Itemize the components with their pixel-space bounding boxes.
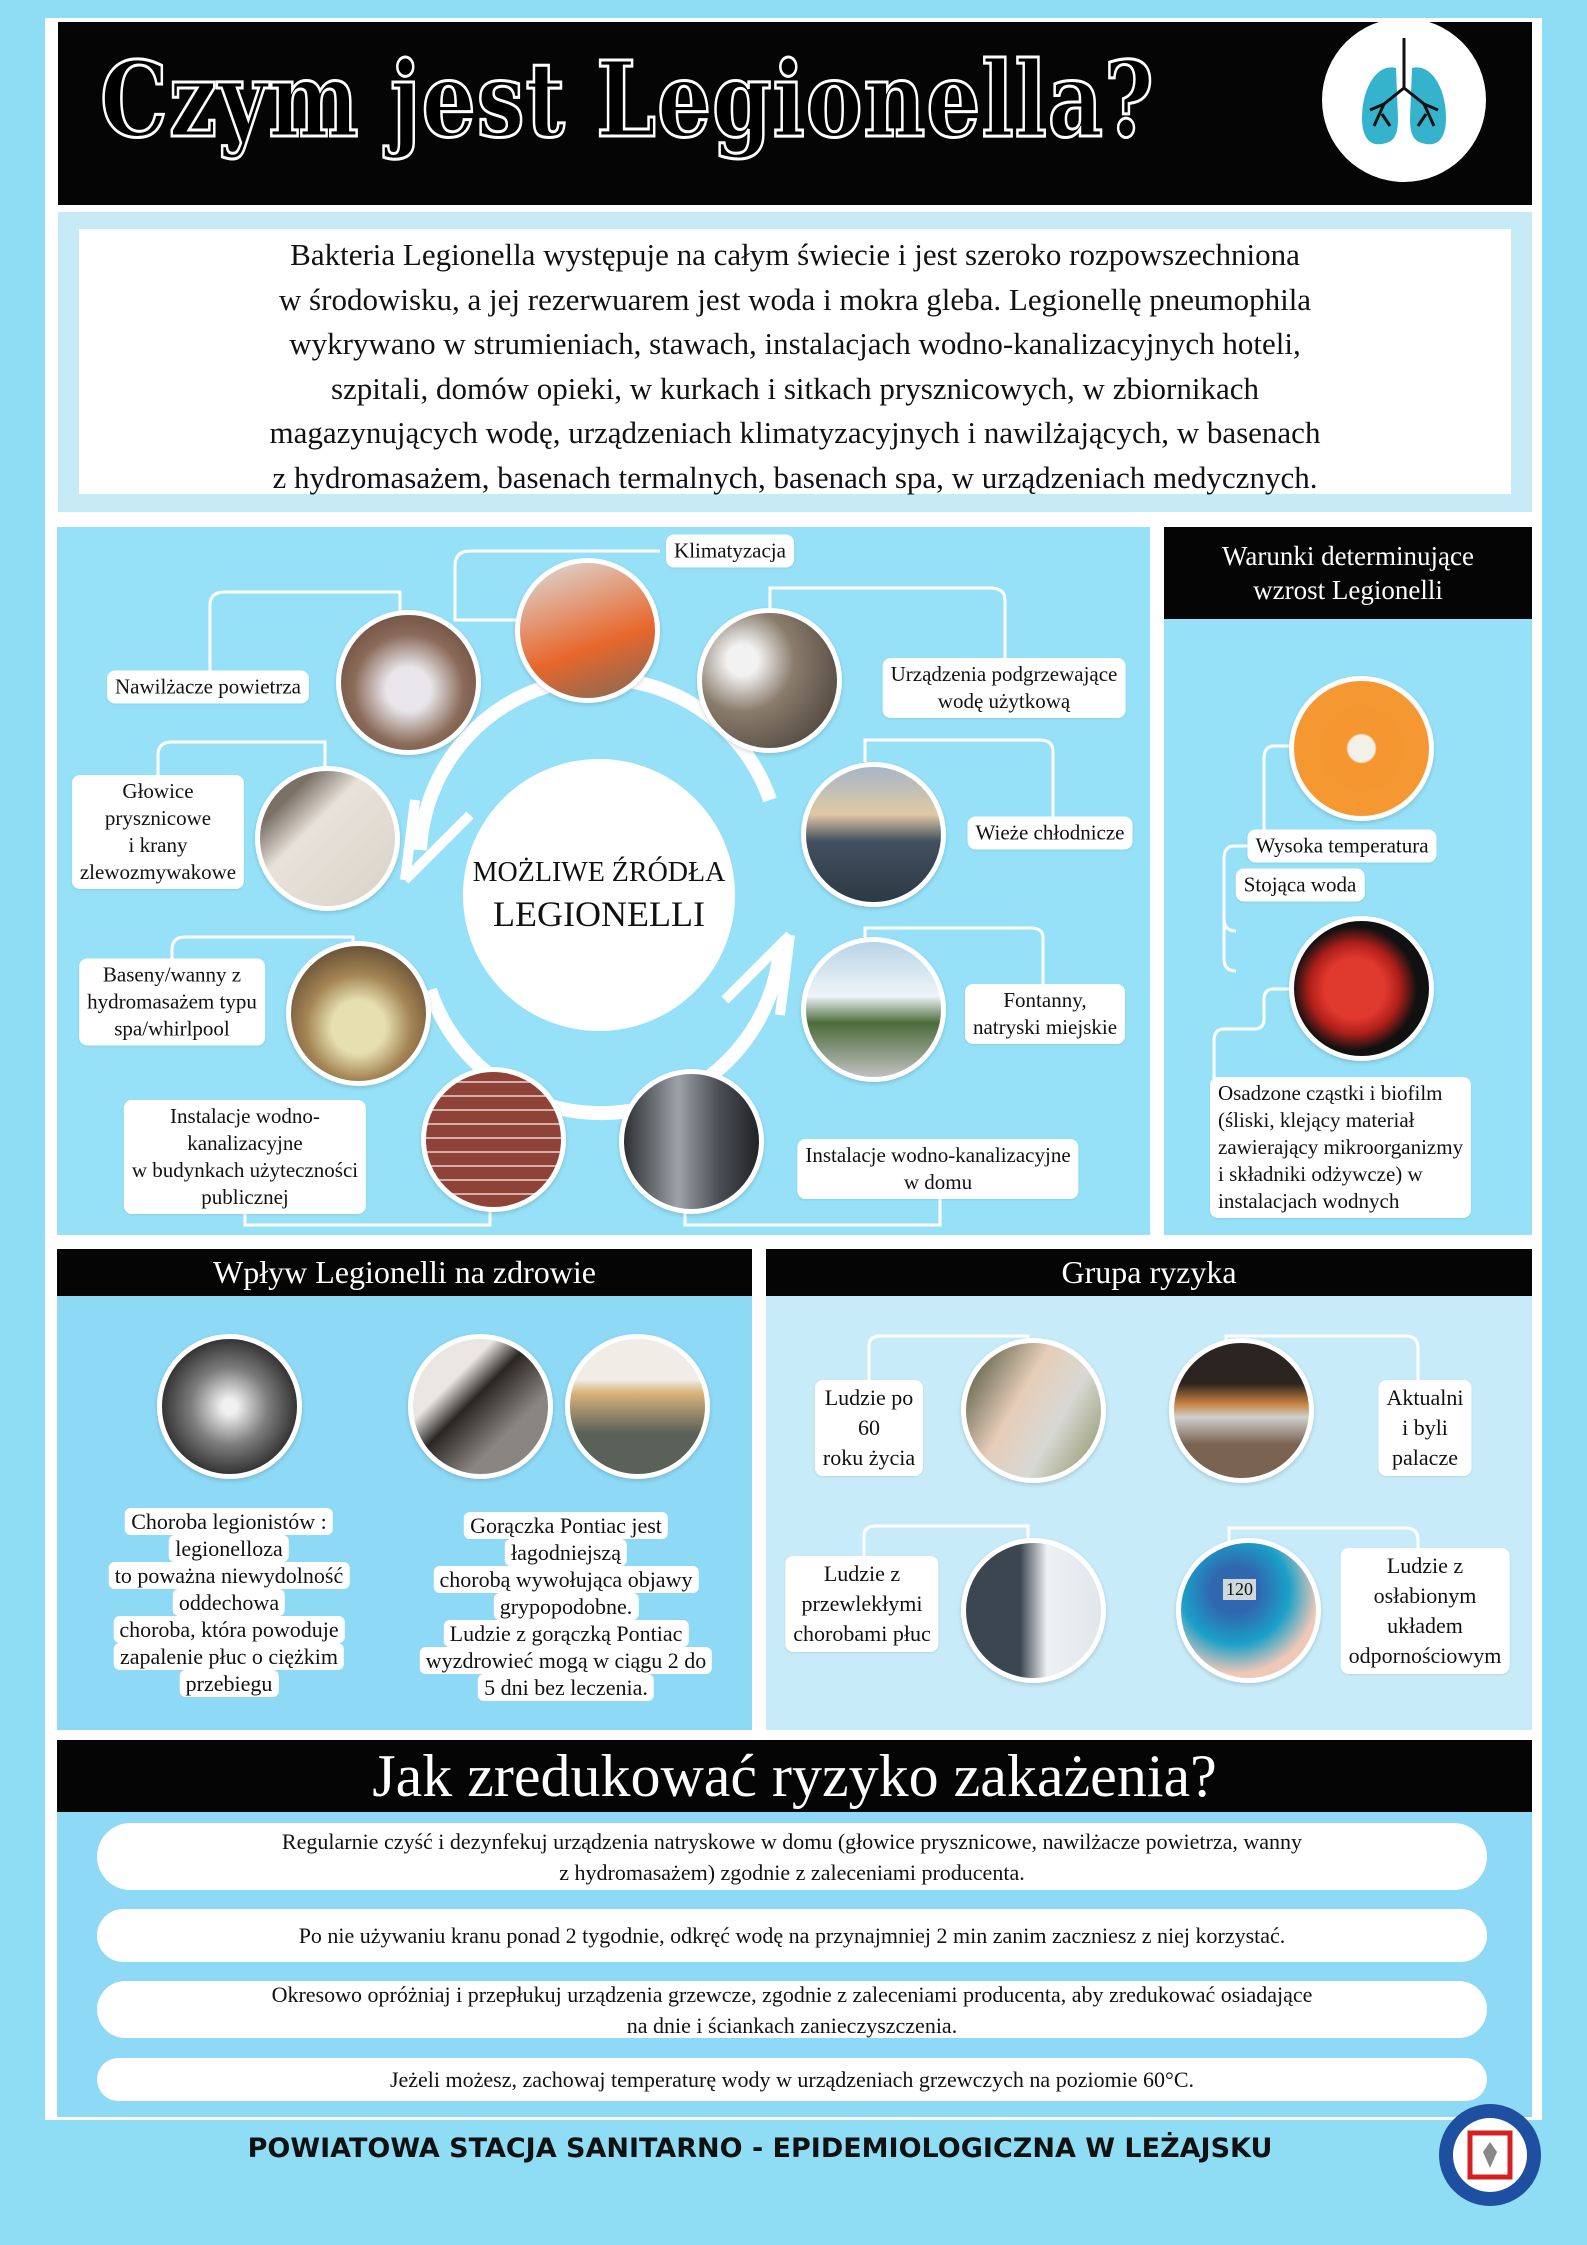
doctor-xray-photo xyxy=(961,1538,1106,1683)
text-line: oddechowa xyxy=(173,1589,285,1616)
tip-line: Jeżeli możesz, zachowaj temperaturę wody w urządzeniach grzewczych na poziomie 60°C. xyxy=(389,2067,1195,2092)
label-line: osłabionym xyxy=(1373,1583,1477,1608)
source-label-glowice xyxy=(72,775,244,889)
source-label-instalacje-publiczne xyxy=(124,1100,366,1214)
label-line: spa/whirlpool xyxy=(114,1016,230,1041)
label-line: układem xyxy=(1387,1613,1463,1638)
chest-xray-photo xyxy=(157,1334,302,1479)
intro-line: szpitali, domów opieki, w kurkach i sitkach prysznicowych, w zbiornikach xyxy=(330,370,1260,406)
tip-line: Okresowo opróżniaj i przepłukuj urządzenia grzewcze, zgodnie z zaleceniami producenta, aby zredukować osiadające xyxy=(271,1981,1313,2007)
label-line: Instalacje wodno- xyxy=(170,1104,320,1128)
label-line: Baseny/wanny z xyxy=(102,962,242,987)
label-line: zlewozmywakowe xyxy=(79,860,237,884)
label-line: Ludzie po xyxy=(824,1385,914,1410)
risk-group-immunocompromised xyxy=(1341,1548,1510,1674)
label-line: natryski miejskie xyxy=(972,1015,1118,1039)
glucometer-reading: 120 xyxy=(1223,1579,1256,1600)
label-line: roku życia xyxy=(822,1445,916,1470)
label-line: prysznicowe xyxy=(104,806,212,830)
label-line: wodę użytkową xyxy=(937,689,1071,713)
water-heater-photo xyxy=(697,608,842,753)
label-line: przewlekłymi xyxy=(801,1591,923,1616)
legionnaires-disease-text xyxy=(109,1508,350,1697)
source-label-wieze: Wieże chłodnicze xyxy=(968,817,1133,850)
home-pipes-photo xyxy=(619,1069,764,1214)
text-line: Gorączka Pontiac jest xyxy=(464,1512,668,1539)
cigarette-photo xyxy=(1169,1338,1314,1483)
text-line: legionelloza xyxy=(169,1535,289,1562)
prevention-header: Jak zredukować ryzyko zakażenia? xyxy=(57,1740,1532,1812)
prevention-tip xyxy=(97,2058,1487,2101)
source-label-klimatyzacja: Klimatyzacja xyxy=(666,535,794,568)
page-title: Czym jest Legionella? xyxy=(100,38,1155,161)
spa-pool-photo xyxy=(286,941,431,1086)
footer-organization: POWIATOWA STACJA SANITARNO - EPIDEMIOLOGICZNA W LEŻAJSKU xyxy=(247,2133,1273,2164)
tip-line: z hydromasażem) zgodnie z zaleceniami producenta. xyxy=(559,1859,1025,1885)
label-line: w budynkach użyteczności xyxy=(131,1158,359,1182)
label-line: w domu xyxy=(903,1170,973,1194)
source-label-podgrzewacze xyxy=(883,658,1126,718)
label-line: 60 xyxy=(857,1415,880,1440)
cooling-towers-photo xyxy=(801,762,946,907)
intro-line: Bakteria Legionella występuje na całym świecie i jest szeroko rozpowszechniona xyxy=(290,237,1300,272)
biofilm-line: i składniki odżywcze) w xyxy=(1218,1162,1423,1186)
label-line: hydromasażem typu xyxy=(87,989,257,1014)
tip-line: na dnie i ściankach zanieczyszczenia. xyxy=(626,2012,958,2038)
petri-dish-photo xyxy=(1289,916,1434,1061)
text-line: Choroba legionistów : xyxy=(125,1508,333,1535)
label-line: chorobami płuc xyxy=(793,1621,931,1646)
center-title-line1: MOŻLIWE ŹRÓDŁA xyxy=(472,857,726,888)
label-line: Instalacje wodno-kanalizacyjne xyxy=(805,1143,1071,1167)
center-circle xyxy=(463,759,735,1031)
text-line: 5 dni bez leczenia. xyxy=(478,1674,654,1701)
condition-standing-water: Stojąca woda xyxy=(1236,869,1365,902)
thermometer-photo xyxy=(1289,676,1434,821)
shower-head-photo xyxy=(255,766,400,911)
condition-biofilm xyxy=(1210,1077,1471,1218)
sanitary-inspection-seal-icon xyxy=(1437,2102,1543,2208)
condition-high-temperature: Wysoka temperatura xyxy=(1247,830,1436,863)
prevention-tip xyxy=(97,1981,1487,2038)
label-line: palacze xyxy=(1392,1445,1458,1470)
sick-woman-photo xyxy=(408,1334,553,1479)
text-line: przebiegu xyxy=(180,1670,279,1697)
label-line: Głowice xyxy=(122,779,194,803)
source-label-instalacje-dom xyxy=(797,1139,1078,1199)
prevention-tip xyxy=(97,1823,1487,1890)
source-label-baseny xyxy=(79,959,265,1046)
text-line: chorobą wywołująca objawy xyxy=(434,1566,699,1593)
tip-line: Po nie używaniu kranu ponad 2 tygodnie, odkręć wodę na przynajmniej 2 min zanim zaczniesz z niej korzystać. xyxy=(298,1923,1286,1948)
biofilm-line: (śliski, klejący materiał xyxy=(1218,1108,1415,1132)
risk-group-lung-disease xyxy=(785,1556,938,1652)
text-line: wyzdrowieć mogą w ciągu 2 do xyxy=(420,1647,712,1674)
biofilm-line: Osadzone cząstki i biofilm xyxy=(1218,1081,1443,1105)
glucometer-photo xyxy=(1176,1538,1321,1683)
conditions-title-line: wzrost Legionelli xyxy=(1253,575,1443,605)
intro-line: z hydromasażem, basenach termalnych, basenach spa, w urządzeniach medycznych. xyxy=(272,459,1318,495)
text-line: choroba, która powoduje xyxy=(113,1616,344,1643)
intro-line: magazynujących wodę, urządzeniach klimatyzacyjnych i nawilżających, w basenach xyxy=(269,415,1321,450)
humidifier-photo xyxy=(336,610,481,755)
intro-line: wykrywano w strumieniach, stawach, instalacjach wodno-kanalizacyjnych hoteli, xyxy=(289,326,1301,361)
source-label-fontanny xyxy=(965,984,1125,1044)
neck-pain-photo xyxy=(565,1334,710,1479)
conditions-title-line: Warunki determinujące xyxy=(1222,541,1474,571)
health-header: Wpływ Legionelli na zdrowie xyxy=(57,1249,752,1296)
conditions-header xyxy=(1164,527,1532,619)
air-conditioning-photo xyxy=(515,558,660,703)
label-line: Ludzie z xyxy=(823,1561,901,1586)
label-line: kanalizacyjne xyxy=(187,1131,303,1155)
center-title-line2: LEGIONELLI xyxy=(493,894,705,934)
biofilm-line: zawierający mikroorganizmy xyxy=(1218,1135,1464,1159)
text-line: grypopodobne. xyxy=(494,1593,639,1620)
tip-line: Regularnie czyść i dezynfekuj urządzenia natryskowe w domu (głowice prysznicowe, nawilżacze powietrza, wanny xyxy=(281,1828,1303,1854)
risk-group-elderly xyxy=(815,1380,923,1476)
elderly-couple-photo xyxy=(961,1338,1106,1483)
label-line: i krany xyxy=(128,833,188,857)
text-line: zapalenie płuc o ciężkim xyxy=(114,1643,344,1670)
label-line: odpornościowym xyxy=(1348,1643,1502,1668)
label-line: Urządzenia podgrzewające xyxy=(890,662,1118,686)
intro-line: w środowisku, a jej rezerwuarem jest woda i mokra gleba. Legionellę pneumophila xyxy=(278,281,1312,317)
label-line: publicznej xyxy=(201,1185,289,1209)
label-line: Fontanny, xyxy=(1003,988,1087,1012)
brick-pipes-photo xyxy=(421,1067,566,1212)
risk-header: Grupa ryzyka xyxy=(766,1249,1532,1296)
fountain-photo xyxy=(801,937,946,1082)
text-line: łagodniejszą xyxy=(505,1539,627,1566)
source-label-nawilzacze: Nawilżacze powietrza xyxy=(107,671,309,704)
text-line: Ludzie z gorączką Pontiac xyxy=(444,1620,689,1647)
prevention-tip xyxy=(97,1909,1487,1962)
risk-group-smokers xyxy=(1379,1380,1472,1476)
biofilm-line: instalacjach wodnych xyxy=(1218,1189,1400,1213)
label-line: i byli xyxy=(1402,1415,1448,1440)
pontiac-fever-text xyxy=(420,1512,712,1701)
label-line: Ludzie z xyxy=(1386,1553,1464,1578)
text-line: to poważna niewydolność xyxy=(109,1562,350,1589)
label-line: Aktualni xyxy=(1386,1385,1464,1410)
